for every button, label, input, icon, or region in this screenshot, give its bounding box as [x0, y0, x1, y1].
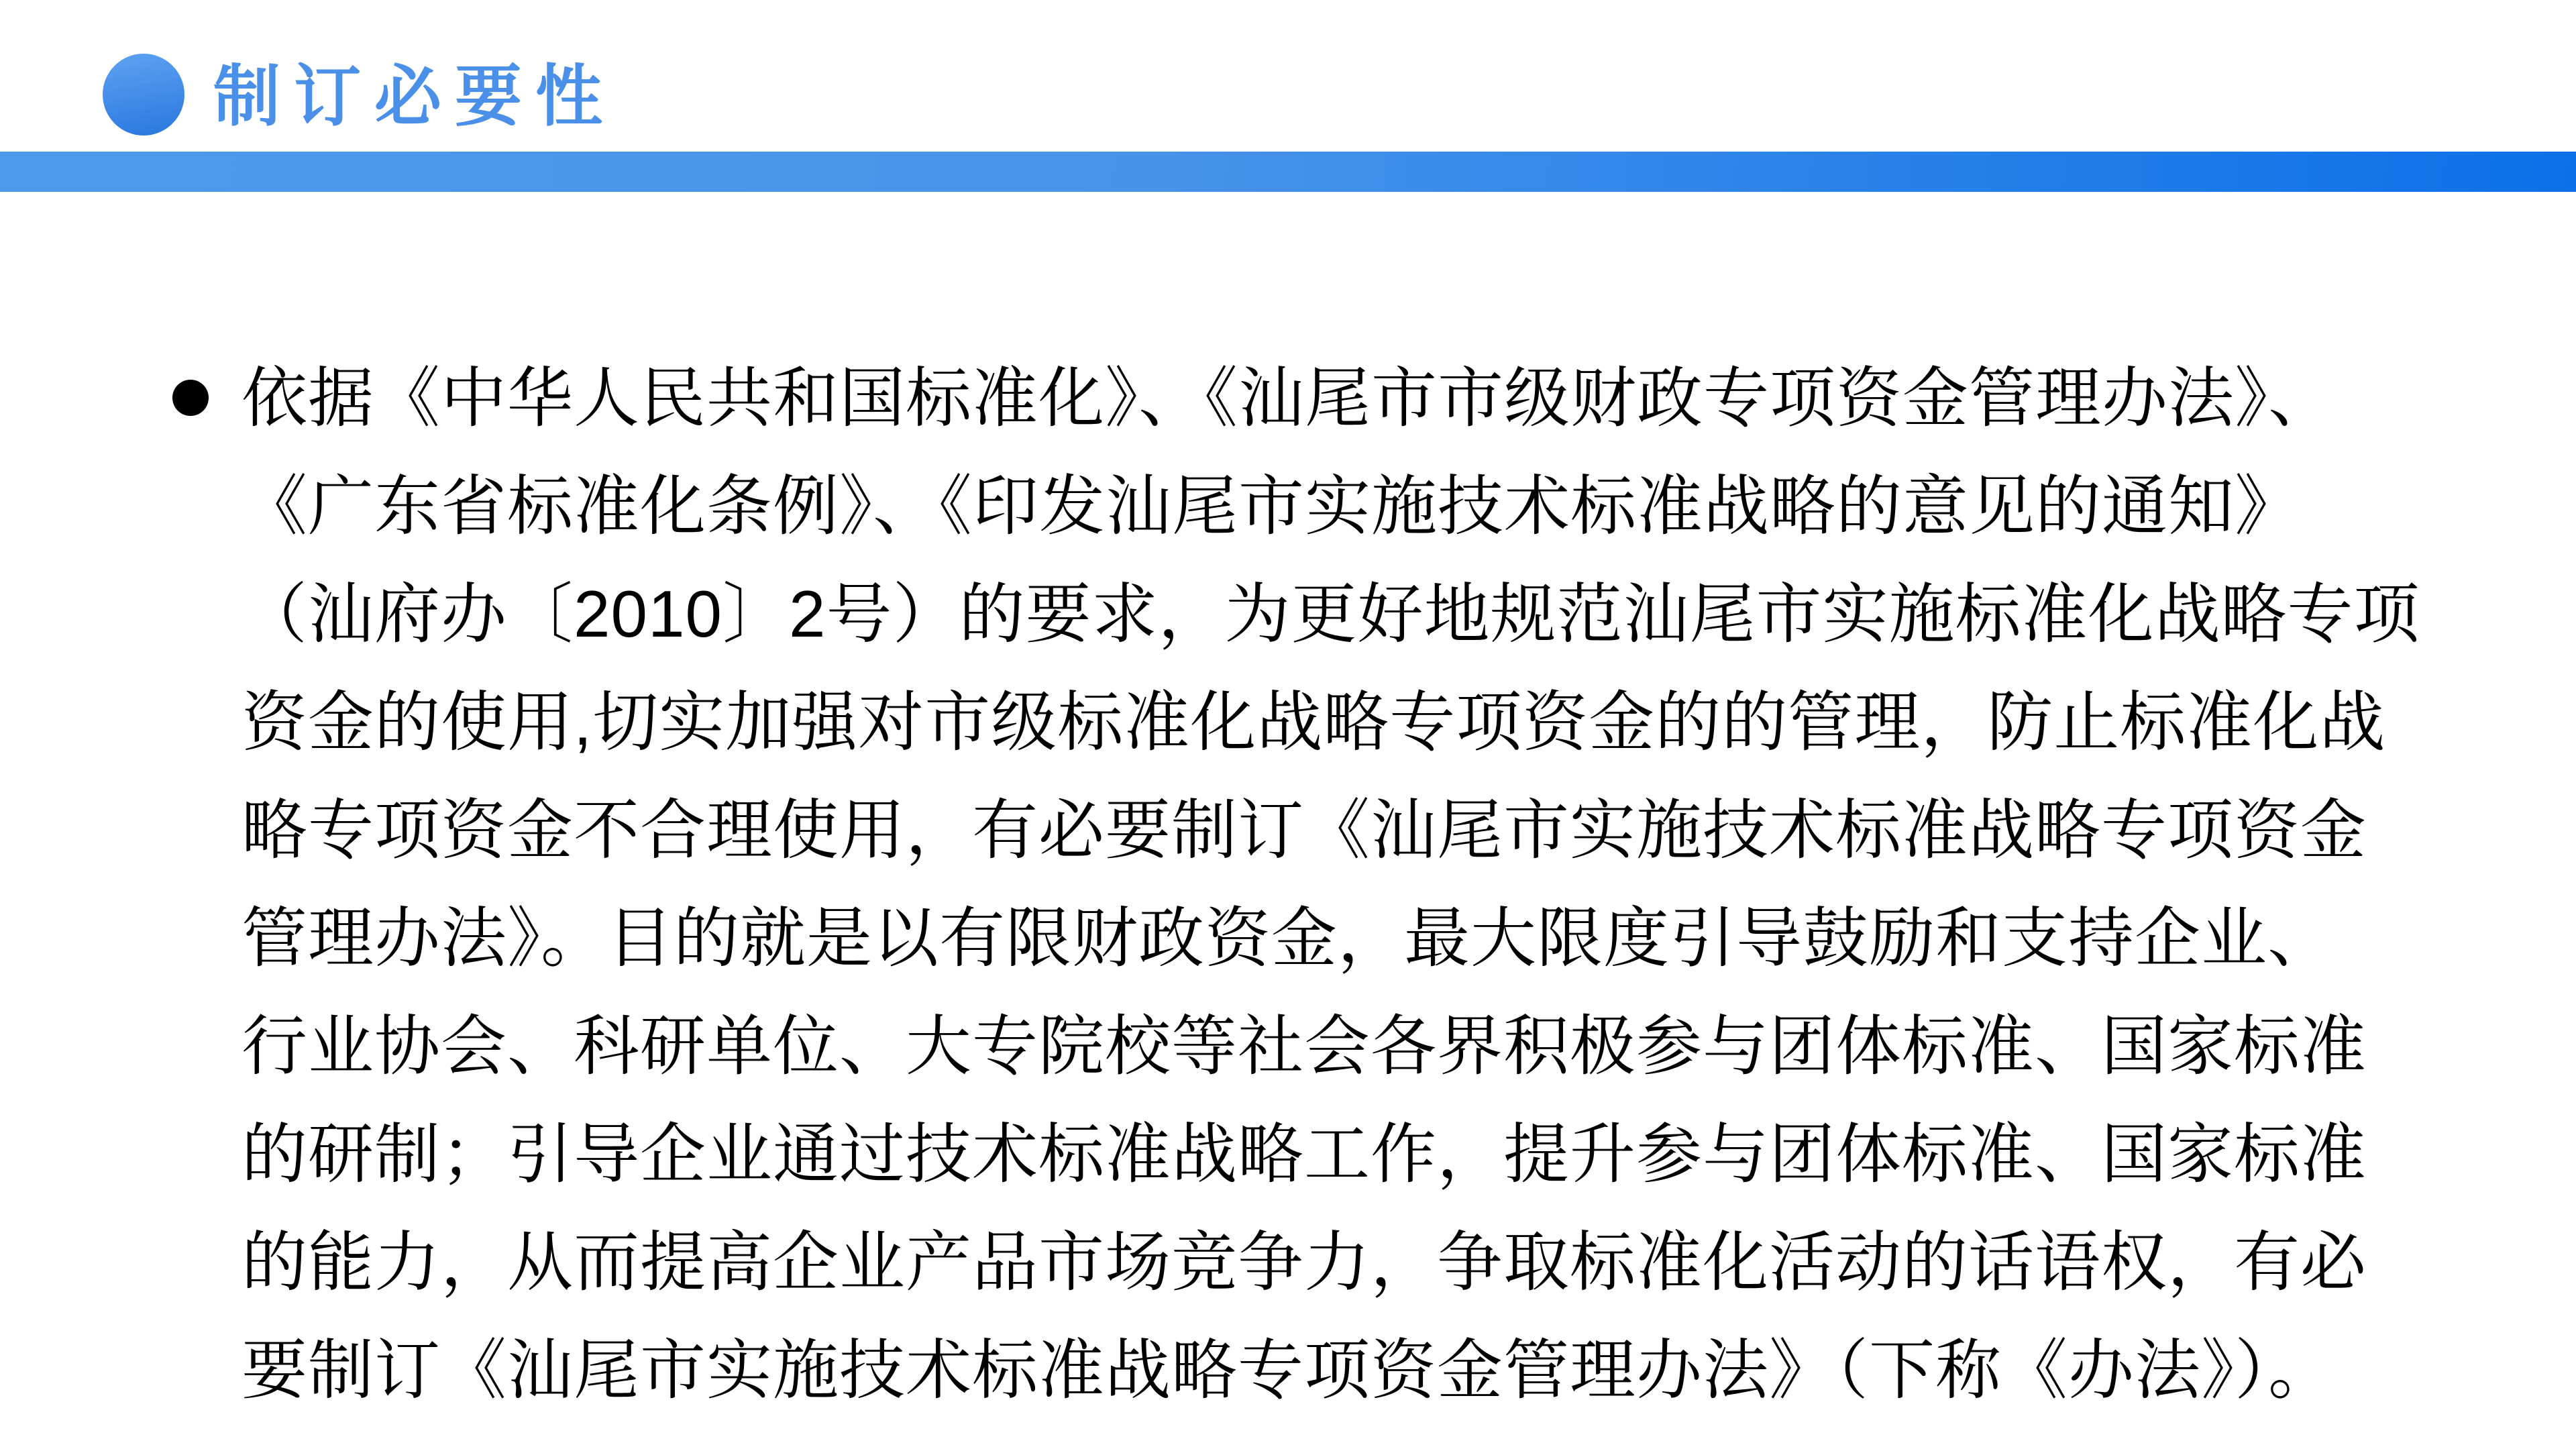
page-title: 制订必要性 [213, 59, 616, 134]
body-paragraph [241, 344, 2428, 1424]
paragraph-line: 要制订《汕尾市实施技术标准战略专项资金管理办法》（下称《办法》）。 [241, 1333, 2335, 1407]
paragraph-line: 行业协会、科研单位、大专院校等社会各界积极参与团体标准、国家标准 [241, 1009, 2367, 1083]
paragraph-line: 依据《中华人民共和国标准化》、《汕尾市市级财政专项资金管理办法》、 [241, 361, 2335, 435]
paragraph-line: 《广东省标准化条例》、《印发汕尾市实施技术标准战略的意见的通知》 [241, 469, 2302, 543]
paragraph-line: 略专项资金不合理使用，有必要制订《汕尾市实施技术标准战略专项资金 [241, 793, 2367, 867]
paragraph-line: 的研制；引导企业通过技术标准战略工作，提升参与团体标准、国家标准 [241, 1117, 2367, 1191]
header-accent-circle-icon [103, 54, 184, 136]
paragraph-line: 管理办法》。目的就是以有限财政资金，最大限度引导鼓励和支持企业、 [241, 901, 2334, 975]
header-divider-bar [0, 152, 2576, 192]
paragraph-line: 资金的使用,切实加强对市级标准化战略专项资金的的管理，防止标准化战 [241, 685, 2386, 759]
paragraph-line: （汕府办〔2010〕2号）的要求，为更好地规范汕尾市实施标准化战略专项 [241, 577, 2420, 651]
paragraph-line: 的能力，从而提高企业产品市场竞争力，争取标准化活动的话语权，有必 [241, 1225, 2367, 1299]
bullet-icon [172, 380, 209, 416]
